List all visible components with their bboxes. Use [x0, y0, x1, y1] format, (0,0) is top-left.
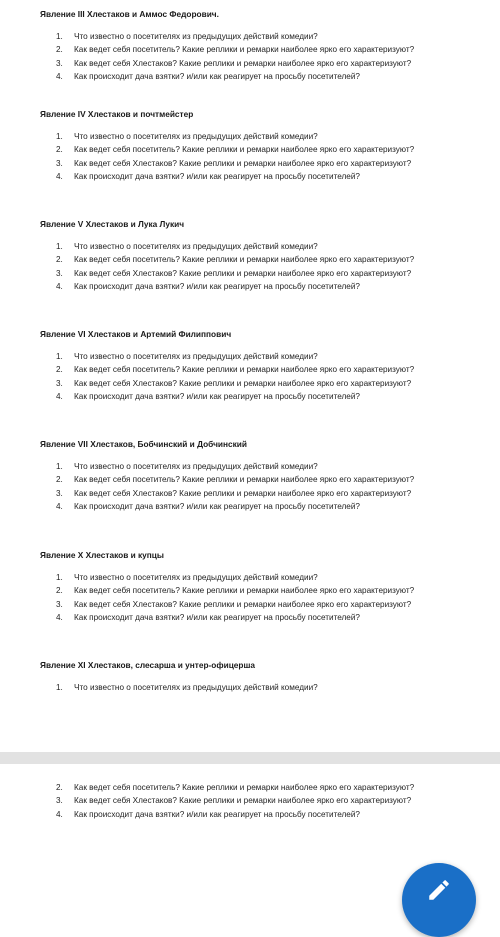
- question-number: 2.: [56, 475, 63, 485]
- question-item: [0, 240, 500, 253]
- question-item: [0, 377, 500, 390]
- question-item: [0, 473, 500, 486]
- question-number: 4.: [56, 172, 63, 182]
- question-list: [0, 781, 500, 821]
- question-text: Что известно о посетителях из предыдущих действий комедии?: [74, 32, 318, 41]
- question-item: [0, 390, 500, 403]
- question-number: 4.: [56, 613, 63, 623]
- question-item: [0, 611, 500, 624]
- section-heading: Явление VI Хлестаков и Артемий Филиппович: [40, 329, 232, 339]
- question-number: 3.: [56, 599, 63, 609]
- question-item: [0, 130, 500, 143]
- question-number: 4.: [56, 809, 63, 819]
- question-item: [0, 280, 500, 293]
- question-text: Как происходит дача взятки? и/или как реагирует на просьбу посетителей?: [74, 72, 360, 82]
- question-list: [0, 571, 500, 625]
- question-text: Как ведет себя Хлестаков? Какие реплики и ремарки наиболее ярко его характеризуют?: [74, 378, 412, 388]
- question-text: Как ведет себя Хлестаков? Какие реплики и ремарки наиболее ярко его характеризуют?: [74, 488, 412, 498]
- section-heading: Явление VII Хлестаков, Бобчинский и Добчинский: [40, 439, 247, 449]
- question-number: 1.: [56, 352, 63, 361]
- pencil-icon: [426, 877, 452, 903]
- question-item: [0, 170, 500, 183]
- question-text: Как ведет себя посетитель? Какие реплики и ремарки наиболее ярко его характеризуют?: [74, 255, 415, 265]
- question-text: Как ведет себя Хлестаков? Какие реплики и ремарки наиболее ярко его характеризуют?: [74, 158, 412, 168]
- question-list: [0, 350, 500, 404]
- question-list: [0, 130, 500, 184]
- question-text: Что известно о посетителях из предыдущих действий комедии?: [74, 242, 318, 251]
- question-item: [0, 350, 500, 363]
- question-text: Что известно о посетителях из предыдущих действий комедии?: [74, 683, 318, 692]
- page-separator: [0, 752, 500, 764]
- question-number: 2.: [56, 145, 63, 155]
- question-text: Как ведет себя Хлестаков? Какие реплики и ремарки наиболее ярко его характеризуют?: [74, 599, 412, 609]
- question-text: Что известно о посетителях из предыдущих действий комедии?: [74, 352, 318, 361]
- section-heading: Явление III Хлестаков и Аммос Федорович.: [40, 9, 219, 19]
- question-number: 3.: [56, 158, 63, 168]
- question-item: [0, 571, 500, 584]
- question-number: 2.: [56, 45, 63, 55]
- question-number: 3.: [56, 378, 63, 388]
- question-number: 4.: [56, 72, 63, 82]
- question-list: [0, 460, 500, 514]
- question-number: 2.: [56, 586, 63, 596]
- question-text: Как ведет себя Хлестаков? Какие реплики и ремарки наиболее ярко его характеризуют?: [74, 268, 412, 278]
- question-text: Как ведет себя Хлестаков? Какие реплики и ремарки наиболее ярко его характеризуют?: [74, 796, 412, 806]
- question-number: 1.: [56, 683, 63, 692]
- question-item: [0, 808, 500, 821]
- question-number: 4.: [56, 282, 63, 292]
- question-text: Что известно о посетителях из предыдущих действий комедии?: [74, 462, 318, 471]
- question-text: Как ведет себя посетитель? Какие реплики и ремарки наиболее ярко его характеризуют?: [74, 45, 415, 55]
- question-number: 4.: [56, 502, 63, 512]
- question-text: Как происходит дача взятки? и/или как реагирует на просьбу посетителей?: [74, 392, 360, 402]
- question-text: Как происходит дача взятки? и/или как реагирует на просьбу посетителей?: [74, 172, 360, 182]
- question-text: Что известно о посетителях из предыдущих действий комедии?: [74, 573, 318, 582]
- question-text: Что известно о посетителях из предыдущих действий комедии?: [74, 132, 318, 141]
- question-number: 1.: [56, 573, 63, 582]
- section-heading: Явление XI Хлестаков, слесарша и унтер-офицерша: [40, 660, 256, 670]
- question-text: Как ведет себя посетитель? Какие реплики и ремарки наиболее ярко его характеризуют?: [74, 783, 415, 792]
- question-text: Как происходит дача взятки? и/или как реагирует на просьбу посетителей?: [74, 613, 360, 623]
- question-text: Как ведет себя посетитель? Какие реплики и ремарки наиболее ярко его характеризуют?: [74, 586, 415, 596]
- question-list: [0, 240, 500, 294]
- question-number: 1.: [56, 32, 63, 41]
- question-item: [0, 781, 500, 794]
- question-number: 3.: [56, 268, 63, 278]
- question-text: Как происходит дача взятки? и/или как реагирует на просьбу посетителей?: [74, 809, 360, 819]
- question-item: [0, 143, 500, 156]
- question-text: Как ведет себя посетитель? Какие реплики и ремарки наиболее ярко его характеризуют?: [74, 145, 415, 155]
- section-heading: Явление X Хлестаков и купцы: [40, 550, 164, 560]
- question-item: [0, 487, 500, 500]
- edit-fab-button[interactable]: [402, 863, 476, 937]
- question-number: 1.: [56, 242, 63, 251]
- question-item: [0, 500, 500, 513]
- question-list: [0, 30, 500, 84]
- question-text: Как ведет себя посетитель? Какие реплики и ремарки наиболее ярко его характеризуют?: [74, 365, 415, 375]
- question-item: [0, 681, 500, 694]
- question-text: Как происходит дача взятки? и/или как реагирует на просьбу посетителей?: [74, 282, 360, 292]
- question-item: [0, 598, 500, 611]
- question-number: 4.: [56, 392, 63, 402]
- question-number: 1.: [56, 462, 63, 471]
- question-item: [0, 157, 500, 170]
- question-item: [0, 794, 500, 807]
- question-list: [0, 681, 500, 694]
- question-number: 1.: [56, 132, 63, 141]
- section-heading: Явление V Хлестаков и Лука Лукич: [40, 219, 185, 229]
- question-number: 2.: [56, 255, 63, 265]
- question-number: 3.: [56, 796, 63, 806]
- question-number: 3.: [56, 488, 63, 498]
- question-item: [0, 460, 500, 473]
- question-item: [0, 584, 500, 597]
- question-item: [0, 70, 500, 83]
- question-item: [0, 267, 500, 280]
- question-item: [0, 57, 500, 70]
- section-heading: Явление IV Хлестаков и почтмейстер: [40, 109, 194, 119]
- question-item: [0, 43, 500, 56]
- question-item: [0, 253, 500, 266]
- question-item: [0, 363, 500, 376]
- question-number: 2.: [56, 783, 63, 792]
- question-number: 2.: [56, 365, 63, 375]
- question-text: Как ведет себя посетитель? Какие реплики и ремарки наиболее ярко его характеризуют?: [74, 475, 415, 485]
- question-text: Как ведет себя Хлестаков? Какие реплики и ремарки наиболее ярко его характеризуют?: [74, 58, 412, 68]
- question-item: [0, 30, 500, 43]
- question-text: Как происходит дача взятки? и/или как реагирует на просьбу посетителей?: [74, 502, 360, 512]
- question-number: 3.: [56, 58, 63, 68]
